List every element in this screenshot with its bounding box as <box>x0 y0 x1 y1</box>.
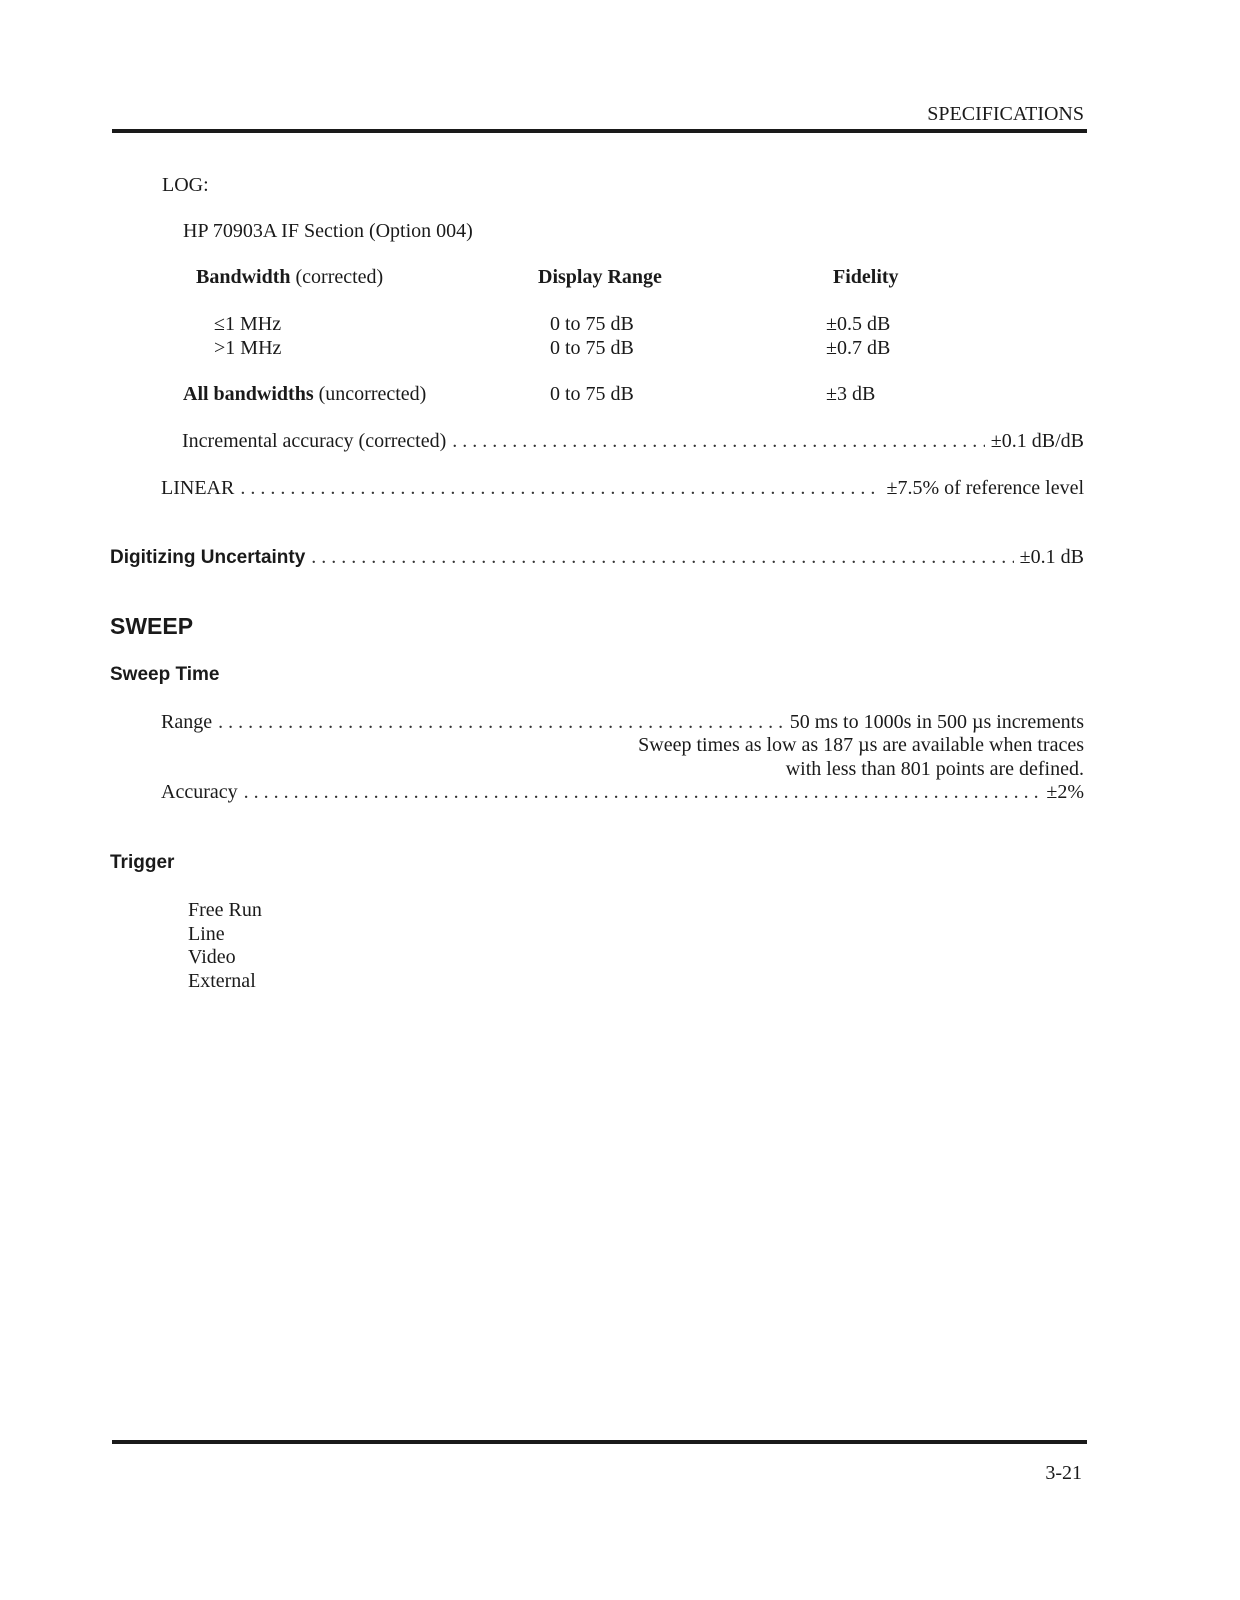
row-bandwidth: ≤1 MHz <box>214 313 282 335</box>
log-label: LOG: <box>162 174 209 196</box>
leader-dots <box>240 476 880 500</box>
all-bandwidths-fidelity: ±3 dB <box>826 383 876 405</box>
sweep-range-label: Range <box>161 711 213 733</box>
header-rule <box>112 129 1087 133</box>
col-header-fidelity: Fidelity <box>833 266 899 288</box>
running-header: SPECIFICATIONS <box>927 103 1084 125</box>
incremental-accuracy-row <box>182 429 1084 453</box>
all-bandwidths-range: 0 to 75 dB <box>550 383 634 405</box>
digitizing-uncertainty-label: Digitizing Uncertainty <box>110 547 306 568</box>
trigger-item: Free Run <box>188 899 262 921</box>
col-header-bandwidth-rest: (corrected) <box>290 266 384 288</box>
all-bandwidths-bold: All bandwidths <box>183 383 314 405</box>
row-range: 0 to 75 dB <box>550 313 634 335</box>
page-number: 3-21 <box>1045 1462 1082 1484</box>
row-range: 0 to 75 dB <box>550 337 634 359</box>
footer-rule <box>112 1440 1087 1444</box>
col-header-bandwidth-bold: Bandwidth <box>196 266 291 288</box>
trigger-item: Line <box>188 923 225 945</box>
row-bandwidth: >1 MHz <box>214 337 282 359</box>
row-fidelity: ±0.5 dB <box>826 313 891 335</box>
log-subtitle: HP 70903A IF Section (Option 004) <box>183 220 473 242</box>
row-fidelity: ±0.7 dB <box>826 337 891 359</box>
leader-dots <box>311 545 1013 569</box>
linear-label: LINEAR <box>161 477 235 499</box>
sweep-accuracy-label: Accuracy <box>161 781 238 803</box>
sweep-range-row <box>161 710 1084 734</box>
col-header-display-range: Display Range <box>538 266 662 288</box>
linear-value: ±7.5% of reference level <box>886 477 1084 499</box>
trigger-item: Video <box>188 946 236 968</box>
sweep-accuracy-row <box>161 780 1084 804</box>
sweep-heading: SWEEP <box>110 613 194 639</box>
sweep-range-value: 50 ms to 1000s in 500 µs increments <box>789 711 1084 733</box>
col-header-bandwidth <box>196 265 383 289</box>
trigger-heading: Trigger <box>110 852 175 873</box>
trigger-item: External <box>188 970 256 992</box>
incremental-accuracy-value: ±0.1 dB/dB <box>990 430 1084 452</box>
digitizing-uncertainty-value: ±0.1 dB <box>1019 546 1084 568</box>
all-bandwidths-label <box>183 382 426 406</box>
sweep-accuracy-value: ±2% <box>1046 781 1084 803</box>
all-bandwidths-rest: (uncorrected) <box>313 383 427 405</box>
leader-dots <box>218 710 784 734</box>
digitizing-uncertainty-row <box>110 545 1084 570</box>
incremental-accuracy-label: Incremental accuracy (corrected) <box>182 430 447 452</box>
sweep-range-note: Sweep times as low as 187 µs are available when traces <box>638 734 1084 756</box>
sweep-time-heading: Sweep Time <box>110 664 220 685</box>
leader-dots <box>452 429 985 453</box>
linear-row <box>161 476 1084 500</box>
sweep-range-note: with less than 801 points are defined. <box>785 758 1084 780</box>
leader-dots <box>244 780 1041 804</box>
